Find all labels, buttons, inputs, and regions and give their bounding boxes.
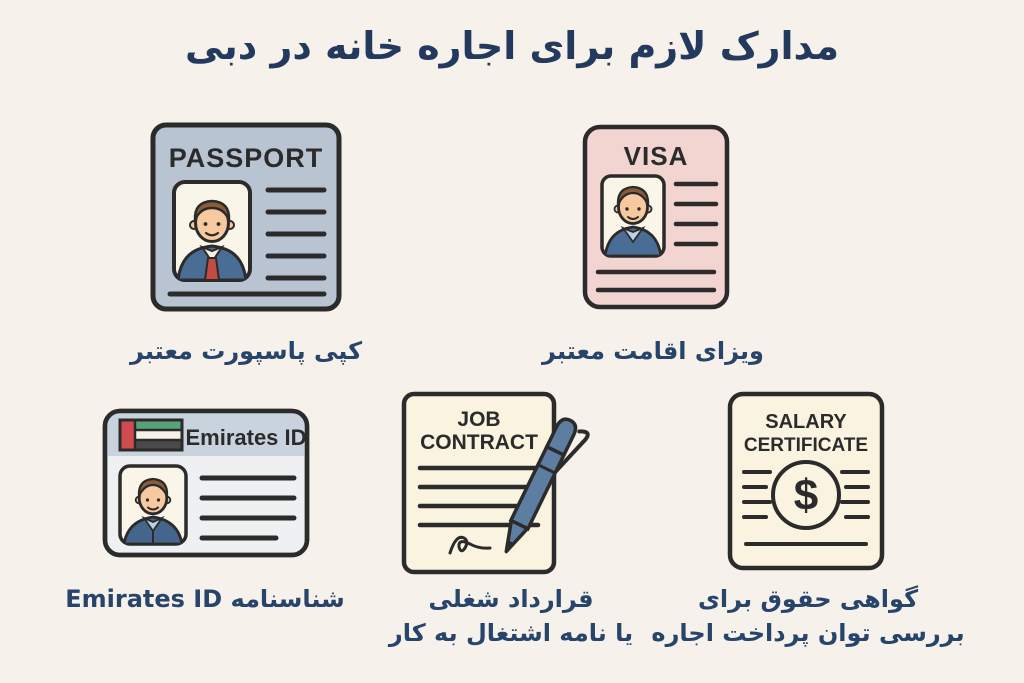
job-contract-icon	[396, 386, 616, 580]
page-title: مدارک لازم برای اجاره خانه در دبی	[185, 24, 839, 68]
job-contract-caption	[356, 582, 666, 650]
passport-label: PASSPORT	[168, 143, 324, 173]
emirates-id-label: Emirates ID	[185, 425, 307, 450]
salary-certificate-icon	[724, 388, 888, 574]
salary-label-line2: CERTIFICATE	[743, 435, 869, 456]
tie	[205, 258, 219, 280]
emirates-id-icon	[100, 406, 312, 560]
passport-caption: کپی پاسپورت معتبر	[129, 337, 363, 365]
salary-caption-line1: گواهی حقوق برای	[697, 585, 919, 613]
salary-caption-line2: بررسی توان پرداخت اجاره	[651, 619, 965, 647]
contract-label-line1: JOB	[457, 408, 501, 431]
salary-certificate-caption	[648, 582, 968, 650]
visa-caption: ویزای اقامت معتبر	[542, 337, 764, 365]
passport-icon	[148, 120, 344, 314]
job-contract-caption-line2: یا نامه اشتغال به کار	[388, 619, 634, 647]
emirates-id-caption: شناسنامه Emirates ID	[65, 585, 345, 613]
visa-label: VISA	[623, 141, 689, 171]
visa-icon	[580, 122, 732, 312]
dollar-symbol: $	[793, 471, 819, 520]
job-contract-caption-line1: قرارداد شغلی	[428, 585, 594, 613]
uae-flag-icon	[120, 420, 182, 450]
salary-label-line1: SALARY	[765, 411, 847, 433]
contract-label-line2: CONTRACT	[420, 431, 538, 454]
